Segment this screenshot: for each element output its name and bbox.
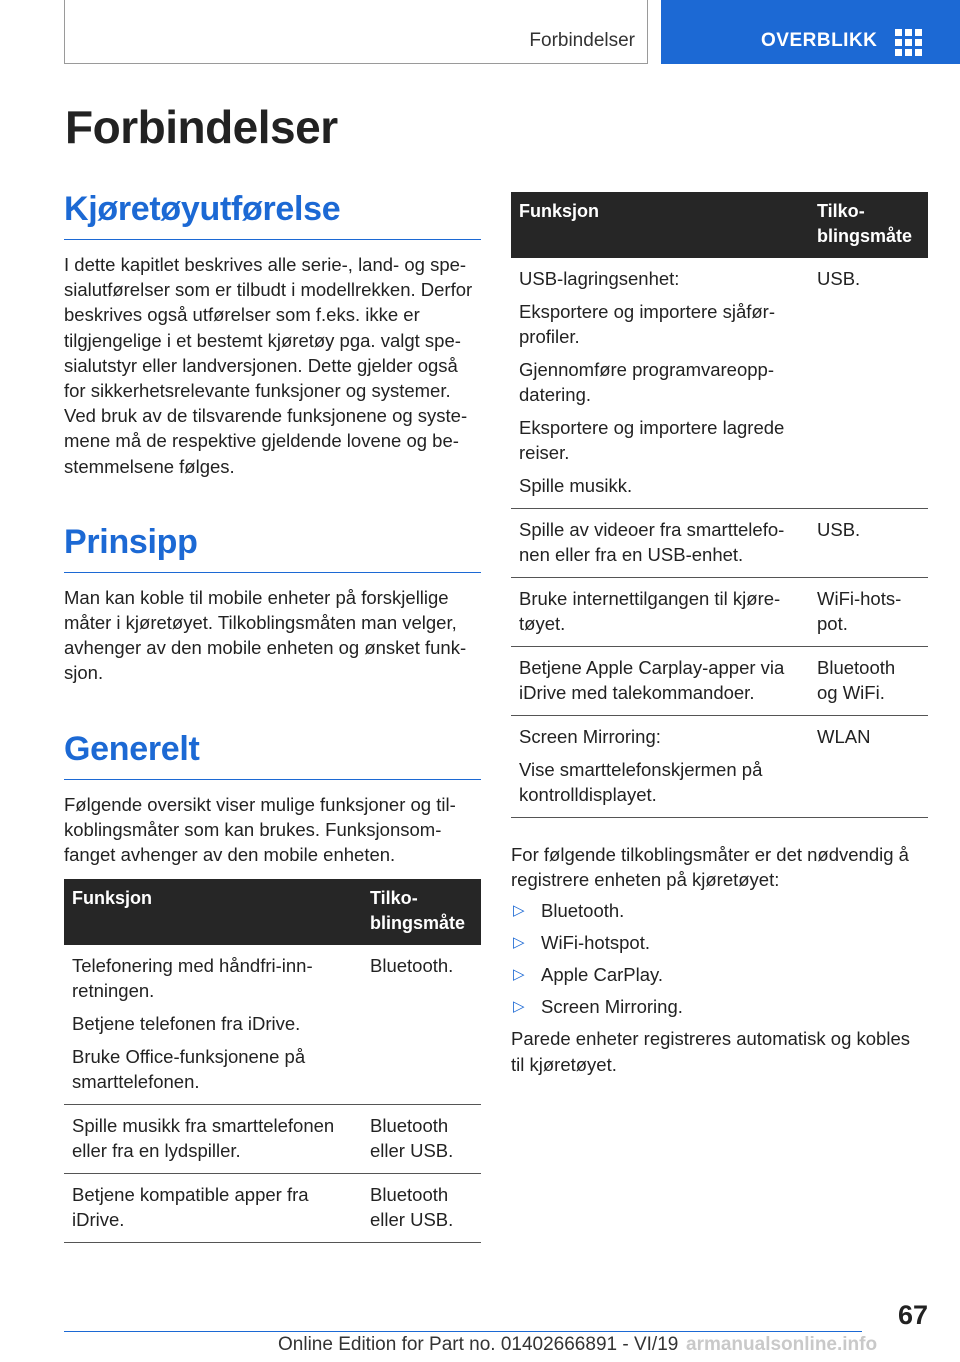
- list-item: [511, 898, 928, 923]
- triangle-bullet-icon: ▷: [513, 998, 525, 1016]
- section-text-kjoretoyutforelse: I dette kapitlet beskrives alle serie-, land- og spesialutførelser som er tilbudt i modellrekken. Derfor beskrives også utførelser som f.eks. ikke er tilgjengelige i et bestemt kjøretøy pga. valgt spesialutstyr eller landversjonen. Dette gjelder også for sikkerhetsrelevante funksjoner og systemer. Ved bruk av de tilsvarende funksjonene og systemene må de respektive gjeldende lovene og bestemmelsene følges.: [64, 254, 473, 477]
- table-header-row: [64, 879, 481, 945]
- function-line: Betjene Apple Carplay-apper via iDrive med talekommandoer.: [519, 657, 785, 703]
- table-cell-funksjon: [64, 945, 362, 1105]
- table-header-funksjon: Funksjon: [511, 192, 809, 258]
- table-cell-funksjon: [511, 509, 809, 578]
- list-item: [511, 962, 928, 987]
- table-cell-tilkobling: Bluetooth eller USB.: [362, 1105, 481, 1174]
- list-item-label: Apple CarPlay.: [541, 964, 664, 986]
- table-row: [511, 258, 928, 509]
- right-column: [511, 192, 928, 1077]
- table-header-tilkobling: Tilkoblingsmåte: [362, 879, 481, 945]
- table-header-tilkobling: Tilkoblingsmåte: [809, 192, 928, 258]
- list-item: [511, 994, 928, 1019]
- footer-edition: Online Edition for Part no. 01402666891 - VI/19: [278, 1334, 679, 1355]
- table-row: [511, 647, 928, 716]
- overview-button-label: OVERBLIKK: [761, 30, 878, 51]
- table-cell-tilkobling: USB.: [809, 258, 928, 509]
- footer-divider: [64, 1331, 862, 1332]
- list-item-label: Screen Mirroring.: [541, 996, 683, 1018]
- table-header-row: [511, 192, 928, 258]
- function-line: Screen Mirroring:: [519, 726, 661, 747]
- table-cell-tilkobling: Bluetooth.: [362, 945, 481, 1105]
- page-number: 67: [897, 1300, 928, 1330]
- section-heading-generelt: Generelt: [64, 730, 481, 780]
- registration-outro: Parede enheter registreres automatisk og kobles til kjøretøyet.: [511, 1028, 910, 1075]
- function-line: Spille musikk fra smarttelefonen eller fra en lydspiller.: [72, 1115, 335, 1162]
- section-heading-kjoretoyutforelse: Kjøretøyutførelse: [64, 190, 481, 240]
- function-line: USB-lagringsenhet:: [519, 268, 680, 289]
- table-row: [511, 578, 928, 647]
- triangle-bullet-icon: ▷: [513, 902, 525, 920]
- table-header-funksjon: Funksjon: [64, 879, 362, 945]
- table-cell-funksjon: [64, 1105, 362, 1174]
- table-row: [511, 716, 928, 818]
- triangle-bullet-icon: ▷: [513, 934, 525, 952]
- function-line: Telefonering med håndfri-innretningen.: [72, 955, 313, 1002]
- table-cell-funksjon: [64, 1174, 362, 1243]
- header-section-tab: [64, 0, 648, 64]
- list-item-label: Bluetooth.: [541, 900, 625, 922]
- page-title: Forbindelser: [65, 101, 338, 153]
- registration-intro: For følgende tilkoblingsmåter er det nødvendig å registrere enheten på kjøretøyet:: [511, 844, 909, 891]
- section-text-generelt: Følgende oversikt viser mulige funksjoner og tilkoblingsmåter som kan brukes. Funksjonsomfanget avhenger av den mobile enheten.: [64, 793, 456, 866]
- function-line: Eksportere og importere lagrede reiser.: [519, 417, 785, 463]
- table-cell-tilkobling: Bluetooth og WiFi.: [809, 647, 928, 716]
- function-line: Spille musikk.: [519, 475, 633, 496]
- function-line: Bruke Office-funksjonene på smarttelefonen.: [72, 1046, 306, 1093]
- table-cell-tilkobling: WiFi-hotspot.: [809, 578, 928, 647]
- grid-icon: [895, 29, 921, 55]
- list-item: [511, 930, 928, 955]
- function-line: Eksportere og importere sjåførprofiler.: [519, 301, 776, 347]
- function-line: Spille av videoer fra smarttelefonen eller fra en USB-enhet.: [519, 519, 785, 565]
- table-cell-funksjon: [511, 716, 809, 818]
- table-cell-funksjon: [511, 578, 809, 647]
- function-line: Betjene kompatible apper fra iDrive.: [72, 1184, 309, 1231]
- table-cell-tilkobling: Bluetooth eller USB.: [362, 1174, 481, 1243]
- section-text-prinsipp: Man kan koble til mobile enheter på forskjellige måter i kjøretøyet. Tilkoblingsmåten man velger, avhenger av den mobile enheten og ønsket funksjon.: [64, 586, 467, 684]
- table-cell-funksjon: [511, 647, 809, 716]
- function-line: Vise smarttelefonskjermen på kontrolldisplayet.: [519, 759, 763, 805]
- table-row: [64, 1174, 481, 1243]
- table-cell-funksjon: [511, 258, 809, 509]
- table-row: [64, 1105, 481, 1174]
- table-cell-tilkobling: WLAN: [809, 716, 928, 818]
- function-line: Gjennomføre programvareoppdatering.: [519, 359, 775, 405]
- function-line: Betjene telefonen fra iDrive.: [72, 1013, 301, 1035]
- overview-button[interactable]: [661, 0, 960, 64]
- watermark: armanualsonline.info: [686, 1334, 878, 1355]
- triangle-bullet-icon: ▷: [513, 966, 525, 984]
- table-row: [511, 509, 928, 578]
- function-line: Bruke internettilgangen til kjøretøyet.: [519, 588, 781, 634]
- section-heading-prinsipp: Prinsipp: [64, 523, 481, 573]
- list-item-label: WiFi-hotspot.: [541, 932, 650, 954]
- table-row: [64, 945, 481, 1105]
- function-table-left: [64, 879, 481, 1243]
- registration-list: [511, 898, 928, 1019]
- table-cell-tilkobling: USB.: [809, 509, 928, 578]
- left-column: [64, 190, 481, 1243]
- header-section-label: Forbindelser: [529, 30, 635, 51]
- function-table-right: [511, 192, 928, 818]
